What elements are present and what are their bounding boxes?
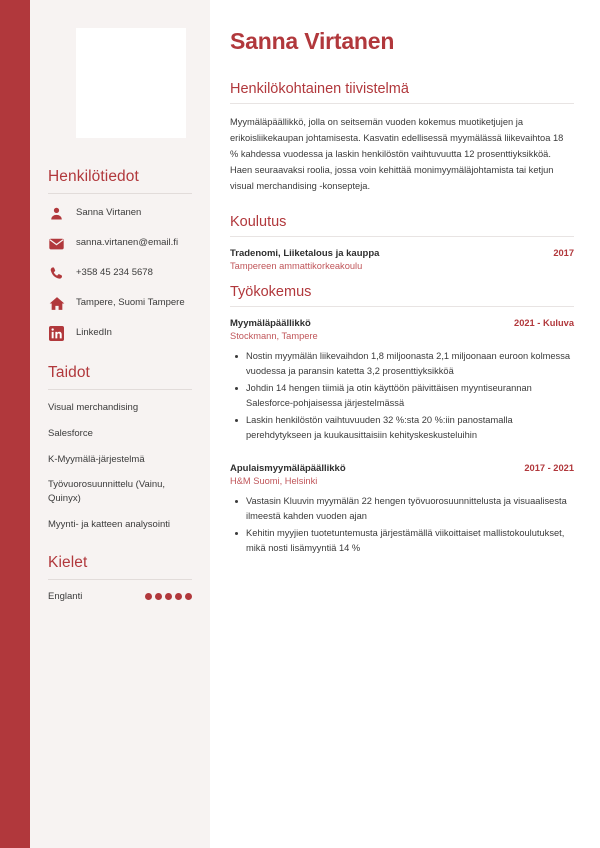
phone-icon [48, 265, 65, 282]
job-bullets [230, 494, 574, 556]
contact-row-email[interactable] [48, 235, 192, 252]
experience-entry [230, 463, 574, 556]
skill-item: Salesforce [48, 427, 93, 439]
level-dot [185, 593, 192, 600]
heading-divider [230, 306, 574, 307]
home-icon [48, 295, 65, 312]
job-title: Apulaismyymäläpäällikkö [230, 463, 346, 475]
skill-item: Työvuorosuunnittelu (Vainu, Quinyx) [48, 479, 166, 505]
job-employer: H&M Suomi, Helsinki [230, 476, 318, 487]
level-dot [165, 593, 172, 600]
skills-heading: Taidot [48, 364, 90, 381]
main-content [210, 0, 600, 848]
languages-section [48, 554, 192, 602]
entry-header [230, 318, 574, 329]
contact-row-phone[interactable] [48, 265, 192, 282]
summary-heading: Henkilökohtainen tiivistelmä [230, 81, 409, 97]
skill-item: Myynti- ja katteen analysointi [48, 518, 170, 530]
education-date: 2017 [553, 247, 574, 258]
linkedin-icon [48, 325, 65, 342]
language-name: Englanti [48, 590, 83, 602]
skills-section [48, 364, 192, 532]
contact-email-value: sanna.virtanen@email.fi [76, 237, 179, 249]
education-institution: Tampereen ammattikorkeakoulu [230, 260, 363, 271]
page-title: Sanna Virtanen [230, 28, 395, 54]
entry-header [230, 463, 574, 474]
experience-section [230, 284, 574, 556]
heading-divider [48, 389, 192, 390]
personal-details-section [48, 168, 192, 342]
education-entry [230, 248, 574, 271]
education-heading: Koulutus [230, 213, 287, 230]
skill-item: Visual merchandising [48, 402, 139, 413]
contact-linkedin-value: LinkedIn [76, 327, 112, 339]
education-section [230, 214, 574, 271]
contact-location-value: Tampere, Suomi Tampere [76, 297, 185, 309]
job-date: 2017 - 2021 [524, 463, 574, 474]
job-title: Myymäläpäällikkö [230, 317, 311, 329]
level-dot [175, 593, 182, 600]
job-date: 2021 - Kuluva [514, 317, 574, 328]
entry-header [230, 248, 574, 259]
heading-divider [48, 193, 192, 194]
skill-item: K-Myymälä-järjestelmä [48, 453, 145, 465]
heading-divider [230, 236, 574, 237]
level-dot [155, 593, 162, 600]
job-bullet: Johdin 14 hengen tiimiä ja otin käyttöön päivittäisen myyntiseurannan Salesforce-pohjaisessa järjestelmässä [230, 381, 574, 411]
contact-name-value: Sanna Virtanen [76, 207, 142, 219]
experience-heading: Työkokemus [230, 283, 312, 300]
job-bullet: Laskin henkilöstön vaihtuvuuden 32 %:sta 20 %:iin panostamalla perehdytykseen ja kuukausittaisiin kehityskeskusteluihin [230, 413, 574, 443]
job-bullets [230, 349, 574, 443]
contact-row-location [48, 295, 192, 312]
accent-stripe [0, 0, 30, 848]
contact-row-name [48, 205, 192, 222]
job-employer: Stockmann, Tampere [230, 330, 318, 341]
summary-section [230, 81, 574, 195]
contact-row-linkedin[interactable] [48, 325, 192, 342]
job-bullet: Kehitin myyjien tuotetuntemusta järjestämällä viikoittaiset mallistokoulutukset, mikä nosti lisämyyntiä 14 % [230, 526, 574, 556]
entry-spacer [230, 456, 574, 463]
envelope-icon [48, 235, 65, 252]
education-degree: Tradenomi, Liiketalous ja kauppa [230, 247, 380, 259]
personal-details-heading: Henkilötiedot [48, 168, 139, 185]
sidebar [30, 0, 210, 848]
languages-heading: Kielet [48, 553, 88, 571]
job-bullet: Vastasin Kluuvin myymälän 22 hengen työvuorosuunnittelusta ja visuaalisesta ilmeestä kahden vuoden ajan [230, 494, 574, 524]
level-dot [145, 593, 152, 600]
person-icon [48, 205, 65, 222]
contact-phone-value: +358 45 234 5678 [76, 267, 153, 279]
heading-divider [230, 103, 574, 104]
language-level-dots [145, 593, 192, 600]
profile-photo-placeholder [76, 28, 186, 138]
language-row [48, 591, 192, 602]
job-bullet: Nostin myymälän liikevaihdon 1,8 miljoonasta 2,1 miljoonaan euroon kolmessa vuodessa ja paransin katetta 3,2 prosenttiyksikköä [230, 349, 574, 379]
experience-entry [230, 318, 574, 443]
summary-text: Myymäläpäällikkö, jolla on seitsemän vuoden kokemus muotiketjujen ja erikoisliikekaupan johtamisesta. Kasvatin edellisessä myymälässä liikevaihtoa 18 % kahdessa vuodessa ja laskin henkilöstön vaihtuvuutta 12 prosenttiyksikköä. Haen seuraavaksi roolia, jossa voin kehittää monimyymäläjohtamista tai ketjun visual merchandising -konsepteja. [230, 117, 564, 191]
heading-divider [48, 579, 192, 580]
